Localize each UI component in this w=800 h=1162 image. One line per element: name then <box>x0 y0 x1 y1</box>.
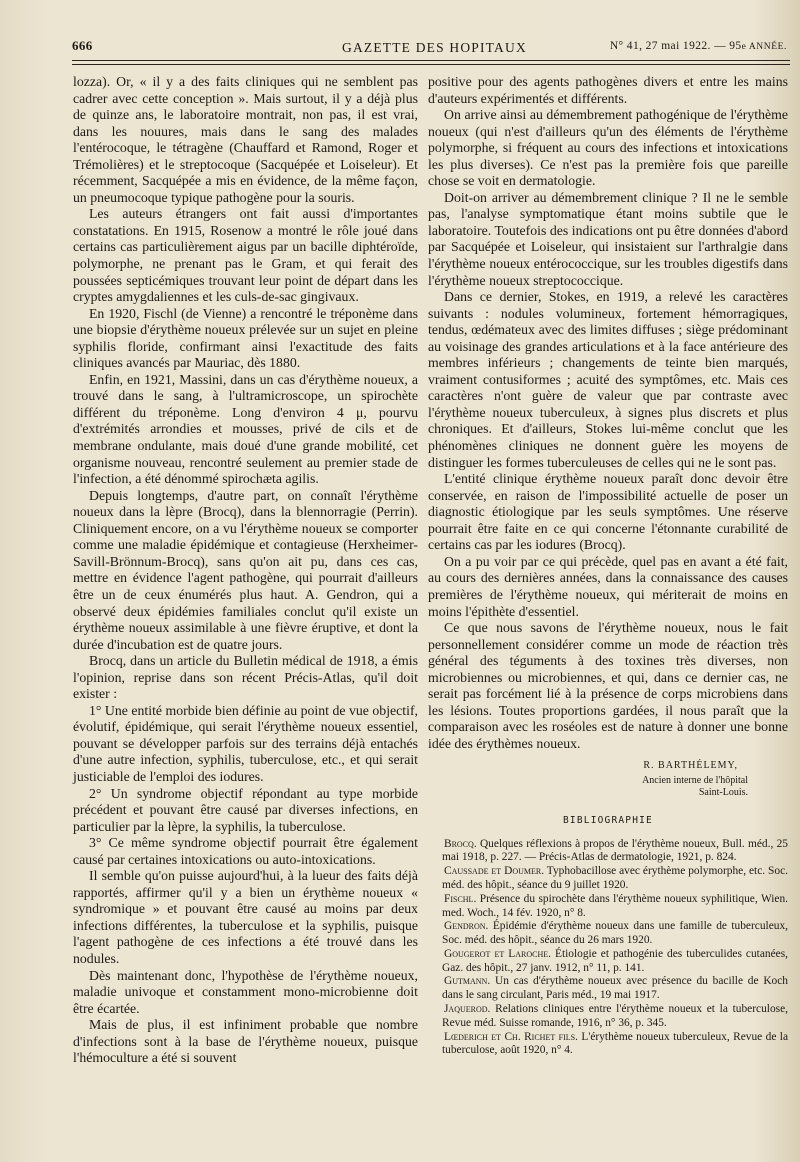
author-role: Ancien interne de l'hôpital <box>642 774 748 786</box>
issue-number: N° 41, 27 mai 1922. — 95 <box>609 40 742 52</box>
page-header <box>72 34 787 56</box>
paragraph: Dans ce dernier, Stokes, en 1919, a relevé les caractères suivants : nodules volumineux, fortement hémorragiques, tendus, œdémateux avec des limites diffuses ; siège prédominant au voisinage des grandes articulations et à la face antérieure des membres inférieurs ; changements de teinte bien marqués, vraiment contusiformes ; acuité des symptômes, etc. Mais ces caractères n'ont guère de valeur que par contraste avec l'érythème noueux tuberculeux, à signes plus discrets et plus chroniques. Et d'ailleurs, Stokes lui-même conclut que les phénomènes cliniques ne donnent guère les moyens de distinguer les formes tuberculeuses de celles qui ne le sont pas. <box>428 289 788 470</box>
page-number: 666 <box>72 38 93 53</box>
paragraph: lozza). Or, « il y a des faits cliniques qui ne semblent pas cadrer avec cette conception ». Mais surtout, il y a déjà plus de quinze ans, le laboratoire montrait, non pas, il est vrai, dans les nouures, mais dans le sang des malades l'entérocoque, le tétragène (Chauffard et Ramond, Roger et Trémolières) et le streptocoque (Sacquépée et Loiseleur). Et récemment, Sacquépée a mis en évidence, de la même façon, un pneumocoque typique pathogène pour la souris. <box>73 74 418 205</box>
bib-text: Quelques réflexions à propos de l'érythème noueux, Bull. méd., 25 mai 1918, p. 227. — Précis-Atlas de dermatologie, 1921, p. 824. <box>442 837 788 864</box>
bib-author: Brocq. <box>444 837 477 850</box>
left-column <box>73 74 418 1067</box>
bibliography-entry <box>428 893 788 921</box>
paragraph: Mais de plus, il est infiniment probable que nombre d'infections sont à la base de l'érythème noueux, puisque l'hémoculture a été si souvent <box>73 1017 418 1066</box>
bib-author: Gendron. <box>444 920 489 933</box>
bib-author: Lœderich et Ch. Richet fils. <box>444 1030 578 1043</box>
author-name: R. BARTHÉLEMY, <box>643 760 738 772</box>
bib-author: Gougerot et Laroche. <box>444 947 551 960</box>
issue-info <box>610 40 787 52</box>
paragraph: Il semble qu'on puisse aujourd'hui, à la lueur des faits déjà rapportés, affirmer qu'il y a bien un érythème noueux « syndromique » et pouvant être causé au moins par deux infections différentes, la tuberculose et la syphilis, puisque l'agent pathogène de ces infections a été trouvé dans les nodules. <box>73 868 418 966</box>
right-column <box>428 74 788 1058</box>
paragraph: 1° Une entité morbide bien définie au point de vue objectif, évolutif, épidémique, qui serait l'érythème noueux essentiel, pouvant se développer parfois sur des terrains déjà entachés d'une autre infection, syphilis, tuberculose, etc., et qui serait justiciable de l'emploi des iodures. <box>73 702 418 784</box>
paragraph: On a pu voir par ce qui précède, quel pas en avant a été fait, au cours des dernières années, dans la connaissance des causes premières de l'érythème noueux, qui mériterait de moins en moins l'épithète d'essentiel. <box>428 553 788 619</box>
journal-title: GAZETTE DES HOPITAUX <box>342 40 527 55</box>
bibliography-entry <box>428 975 788 1003</box>
bib-text: Épidémie d'érythème noueux dans une famille de tuberculeux, Soc. méd. des hôpit., séance du 26 mars 1920. <box>442 920 788 947</box>
author-signature <box>428 758 788 799</box>
bibliography-entry <box>428 920 788 948</box>
bib-author: Jaquerod. <box>444 1003 491 1016</box>
bib-text: Présence du spirochète dans l'érythème noueux syphilitique, Wien. med. Woch., 14 fév. 1920, n° 8. <box>442 892 788 919</box>
bib-text: Relations cliniques entre l'érythème noueux et la tuberculose, Revue méd. Suisse romande, 1916, n° 36, p. 345. <box>442 1003 788 1029</box>
header-rule-thin <box>72 64 790 65</box>
bibliography-entry <box>428 948 788 976</box>
paragraph: En 1920, Fischl (de Vienne) a rencontré le tréponème dans une biopsie d'érythème noueux prélevée sur un sujet en pleine syphilis floride, confirmant ainsi l'exactitude des faits cliniques avancés par Mauriac, dès 1880. <box>73 305 418 371</box>
paragraph: Dès maintenant donc, l'hypothèse de l'érythème noueux, maladie univoque et constamment mono-microbienne doit être écartée. <box>73 967 418 1016</box>
paragraph: Enfin, en 1921, Massini, dans un cas d'érythème noueux, a trouvé dans le sang, à l'ultramicroscope, un spirochète différent du tréponème. Long d'environ 4 μ, pourvu d'extrémités arrondies et mousses, privé de cils et de membrane ondulante, mais doué d'une grande mobilité, cet organisme nouveau, rencontré seulement au premier stade de l'infection, a été dénommé spirochæta agilis. <box>73 371 418 487</box>
bib-author: Gutmann. <box>444 975 491 988</box>
header-rule <box>72 60 790 61</box>
bib-text: Typhobacillose avec érythème polymorphe, etc. Soc. méd. des hôpit., séance du 9 juillet 1920. <box>442 865 788 891</box>
bib-text: Un cas d'érythème noueux avec présence du bacille de Koch dans le sang circulant, Paris méd., 19 mai 1917. <box>442 975 788 1002</box>
bib-text: L'érythème noueux tuberculeux, Revue de la tuberculose, août 1920, n° 4. <box>442 1030 789 1057</box>
bibliography-title: BIBLIOGRAPHIE <box>563 814 653 826</box>
bibliography-entry <box>428 1003 788 1031</box>
bibliography-entry <box>428 838 788 866</box>
paragraph: 3° Ce même syndrome objectif pourrait être également causé par certaines intoxications ou auto-intoxications. <box>73 835 418 867</box>
paragraph: Brocq, dans un article du Bulletin médical de 1918, a émis l'opinion, reprise dans son récent Précis-Atlas, qu'il doit exister : <box>73 653 418 702</box>
paragraph: Les auteurs étrangers ont fait aussi d'importantes constatations. En 1915, Rosenow a montré le rôle joué dans certains cas particulièrement aigus par un bacille diphtéroïde, polymorphe, ne prenant pas le Gram, et qui ferait des poussées septicémiques trouvant leur point de départ dans les cryptes amygdaliennes et les culs-de-sac gingivaux. <box>73 206 418 305</box>
paragraph: 2° Un syndrome objectif répondant au type morbide précédent et pouvant être causé par diverses infections, en particulier par la lèpre, la syphilis, la tuberculose. <box>73 785 418 834</box>
bib-text: Étiologie et pathogénie des tuberculides cutanées, Gaz. des hôpit., 27 janv. 1912, n° 11, p. 141. <box>442 947 788 974</box>
paragraph: Depuis longtemps, d'autre part, on connaît l'érythème noueux dans la lèpre (Brocq), dans la blennorragie (Perrin). Cliniquement encore, on a vu l'érythème noueux se comporter comme une maladie épidémique et contagieuse (Herxheimer-Savill-Brönnum-Brocq), sans qu'on ait pu, dans ces cas, mettre en évidence l'agent pathogène, qui pourrait d'ailleurs être un de ceux énumérés plus haut. A. Gendron, qui a observé deux épidémies familiales conclut qu'il existe un érythème noueux assimilable à une fièvre éruptive, et dont la durée d'incubation est de quatre jours. <box>73 487 418 652</box>
paragraph: Doit-on arriver au démembrement clinique ? Il ne le semble pas, l'analyse symptomatique étant moins subtile que le laboratoire. Toutefois des indications ont pu être données d'abord par Sacquépée et Loiseleur, qui insistaient sur l'arthralgie dans l'érythème noueux entérococcique, sur les troubles digestifs dans l'érythème noueux streptococcique. <box>428 189 788 288</box>
paragraph: On arrive ainsi au démembrement pathogénique de l'érythème noueux (qui n'est d'ailleurs qu'un des éléments de l'érythème polymorphe, si fréquent au cours des infections et intoxications les plus diverses). Ce n'est pas la première fois que pareille chose se voit en dermatologie. <box>428 107 788 189</box>
paragraph: positive pour des agents pathogènes divers et entre les mains d'auteurs expérimentés et différents. <box>428 74 788 106</box>
bib-author: Fischl. <box>444 892 477 905</box>
bibliography-entry <box>428 865 788 893</box>
bib-author: Caussade et Doumer. <box>444 865 545 878</box>
paragraph: L'entité clinique érythème noueux paraît donc devoir être conservée, en raison de l'impossibilité actuelle de poser un diagnostic étiologique par les seuls symptômes. Une réserve pourrait être faite en ce qui concerne l'étonnante curabilité de certains cas par les iodures (Brocq). <box>428 471 788 553</box>
bibliography-entry <box>428 1031 788 1059</box>
author-affiliation: Saint-Louis. <box>698 786 748 798</box>
issue-year-suffix: e ANNÉE. <box>741 42 787 52</box>
paragraph: Ce que nous savons de l'érythème noueux, nous le fait personnellement considérer comme un mode de réaction très général des téguments à des toxines très diverses, non microbiennes ou microbiennes, et qui, dans ce dernier cas, ne serait pas forcément lié à la présence de corps microbiens dans les lésions. Toutes proportions gardées, il nous paraît que la comparaison avec les roséoles est de nature à donner une bonne idée des érythèmes noueux. <box>428 620 788 751</box>
